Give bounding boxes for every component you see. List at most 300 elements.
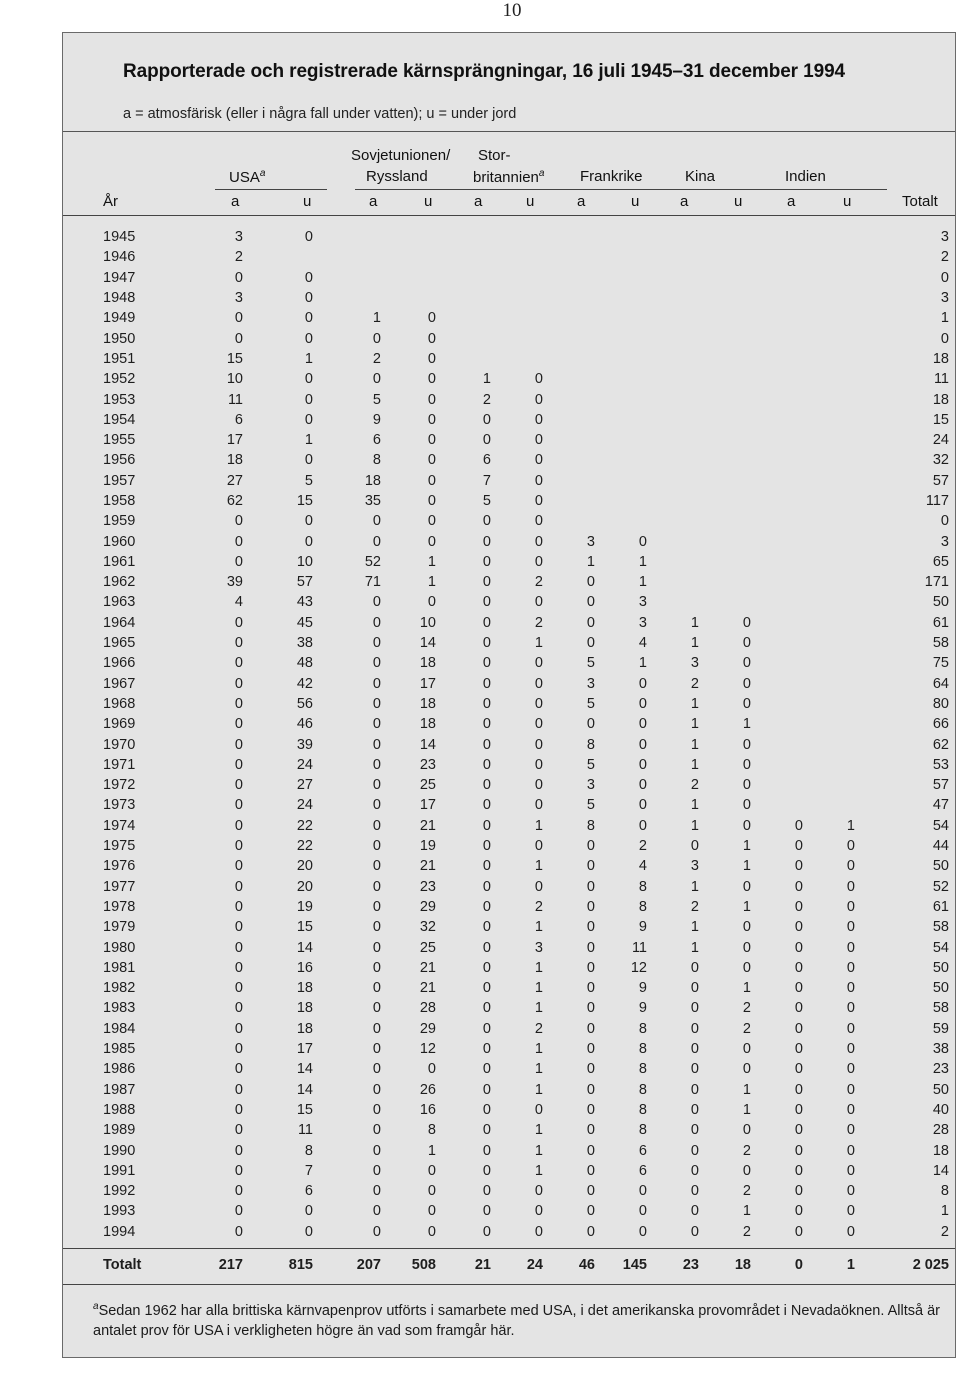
value-cell: 0 bbox=[427, 432, 436, 449]
value-cell: 0 bbox=[482, 716, 491, 733]
value-cell: 0 bbox=[586, 716, 595, 733]
value-cell bbox=[647, 349, 699, 369]
value-cell: 0 bbox=[586, 594, 595, 611]
value-cell bbox=[699, 450, 751, 470]
total-cell: 18 bbox=[932, 1142, 949, 1159]
value-cell: 0 bbox=[586, 1183, 595, 1200]
value-cell: 0 bbox=[482, 695, 491, 712]
value-cell: 0 bbox=[586, 1122, 595, 1139]
total-cell: 50 bbox=[932, 858, 949, 875]
value-cell: 0 bbox=[742, 939, 751, 956]
value-cell bbox=[803, 491, 855, 511]
value-cell: 0 bbox=[234, 898, 243, 915]
value-cell bbox=[803, 633, 855, 653]
value-cell: 0 bbox=[427, 1203, 436, 1220]
value-cell: 0 bbox=[794, 939, 803, 956]
value-cell bbox=[543, 349, 595, 369]
value-cell: 2 bbox=[372, 350, 381, 367]
value-cell: 0 bbox=[534, 391, 543, 408]
value-cell: 24 bbox=[296, 756, 313, 773]
table-row bbox=[63, 410, 951, 430]
value-cell: 8 bbox=[638, 1061, 647, 1078]
value-cell bbox=[751, 389, 803, 409]
year-cell: 1956 bbox=[103, 452, 136, 469]
value-cell: 0 bbox=[372, 1122, 381, 1139]
value-cell: 1 bbox=[304, 350, 313, 367]
value-cell bbox=[543, 308, 595, 328]
total-cell: 50 bbox=[932, 1081, 949, 1098]
table-row bbox=[63, 937, 951, 957]
value-cell: 2 bbox=[534, 898, 543, 915]
value-cell: 1 bbox=[534, 1122, 543, 1139]
table-row bbox=[63, 288, 951, 308]
value-cell: 0 bbox=[427, 493, 436, 509]
header-sovjet-line2: Ryssland bbox=[366, 168, 428, 185]
year-cell: 1986 bbox=[103, 1061, 136, 1078]
value-cell: 0 bbox=[482, 675, 491, 692]
value-cell: 0 bbox=[372, 1020, 381, 1037]
year-cell: 1972 bbox=[103, 777, 136, 794]
value-cell: 0 bbox=[794, 919, 803, 936]
header-u: u bbox=[843, 193, 852, 210]
value-cell bbox=[751, 592, 803, 612]
value-cell: 0 bbox=[482, 1000, 491, 1017]
value-cell bbox=[595, 389, 647, 409]
header-a: a bbox=[231, 193, 240, 210]
year-cell: 1963 bbox=[103, 594, 136, 611]
total-cell: 50 bbox=[932, 980, 949, 997]
table-row bbox=[63, 227, 951, 247]
value-cell: 0 bbox=[372, 959, 381, 976]
value-cell: 10 bbox=[419, 614, 436, 631]
year-cell: 1989 bbox=[103, 1122, 136, 1139]
value-cell: 0 bbox=[482, 1061, 491, 1078]
value-cell: 0 bbox=[234, 858, 243, 875]
value-cell: 0 bbox=[372, 1162, 381, 1179]
table-row bbox=[63, 795, 951, 815]
value-cell: 0 bbox=[372, 330, 381, 347]
value-cell: 0 bbox=[534, 1203, 543, 1220]
value-cell: 0 bbox=[372, 878, 381, 895]
value-cell: 0 bbox=[304, 269, 313, 286]
value-cell: 0 bbox=[372, 838, 381, 855]
value-cell: 2 bbox=[742, 1000, 751, 1017]
value-cell bbox=[803, 613, 855, 633]
value-cell: 15 bbox=[296, 1101, 313, 1118]
value-cell bbox=[436, 328, 491, 348]
value-cell: 0 bbox=[586, 574, 595, 591]
value-cell: 2 bbox=[534, 574, 543, 591]
value-cell bbox=[647, 227, 699, 247]
value-cell: 0 bbox=[586, 980, 595, 997]
table-row bbox=[63, 836, 951, 856]
value-cell: 0 bbox=[794, 1020, 803, 1037]
year-cell: 1984 bbox=[103, 1020, 136, 1037]
table-row bbox=[63, 1222, 951, 1242]
value-cell: 1 bbox=[846, 817, 855, 834]
table-row bbox=[63, 1079, 951, 1099]
value-cell: 0 bbox=[482, 533, 491, 550]
value-cell: 3 bbox=[534, 939, 543, 956]
value-cell: 0 bbox=[304, 290, 313, 307]
header-stor-line2: britannien$^a$ bbox=[473, 168, 545, 186]
value-cell: 24 bbox=[296, 797, 313, 814]
value-cell bbox=[803, 592, 855, 612]
value-cell: 0 bbox=[482, 858, 491, 875]
value-cell: 0 bbox=[372, 1000, 381, 1017]
value-cell: 1 bbox=[534, 635, 543, 652]
value-cell: 0 bbox=[234, 1061, 243, 1078]
table-row bbox=[63, 369, 951, 389]
year-cell: 1966 bbox=[103, 655, 136, 672]
value-cell: 18 bbox=[419, 655, 436, 672]
value-cell: 5 bbox=[586, 695, 595, 712]
value-cell bbox=[436, 349, 491, 369]
value-cell bbox=[803, 430, 855, 450]
year-cell: 1961 bbox=[103, 553, 136, 570]
value-cell bbox=[803, 775, 855, 795]
value-cell bbox=[751, 369, 803, 389]
value-cell: 62 bbox=[226, 493, 243, 509]
total-cell: 66 bbox=[932, 716, 949, 733]
value-cell: 0 bbox=[482, 878, 491, 895]
value-cell bbox=[803, 227, 855, 247]
value-cell: 6 bbox=[638, 1142, 647, 1159]
table-row bbox=[63, 1181, 951, 1201]
total-cell: 61 bbox=[932, 898, 949, 915]
table-row bbox=[63, 958, 951, 978]
value-cell: 2 bbox=[534, 1020, 543, 1037]
value-cell: 0 bbox=[638, 797, 647, 814]
value-cell: 0 bbox=[690, 1081, 699, 1098]
table-row bbox=[63, 511, 951, 531]
header-frankrike: Frankrike bbox=[580, 168, 643, 185]
value-cell: 0 bbox=[534, 655, 543, 672]
value-cell: 8 bbox=[638, 1101, 647, 1118]
value-cell: 0 bbox=[234, 1020, 243, 1037]
value-cell: 6 bbox=[304, 1183, 313, 1200]
value-cell: 19 bbox=[296, 898, 313, 915]
value-cell: 21 bbox=[419, 858, 436, 875]
value-cell: 0 bbox=[586, 1041, 595, 1058]
value-cell bbox=[313, 227, 381, 247]
value-cell: 0 bbox=[846, 878, 855, 895]
value-cell: 0 bbox=[304, 391, 313, 408]
value-cell: 25 bbox=[419, 777, 436, 794]
header-a: a bbox=[680, 193, 689, 210]
value-cell: 0 bbox=[427, 371, 436, 388]
value-cell: 0 bbox=[534, 493, 543, 509]
table-row bbox=[63, 755, 951, 775]
value-cell: 1 bbox=[742, 838, 751, 855]
value-cell bbox=[647, 552, 699, 572]
value-cell: 0 bbox=[742, 695, 751, 712]
value-cell: 1 bbox=[690, 817, 699, 834]
value-cell: 0 bbox=[638, 777, 647, 794]
totals-value-cell: 207 bbox=[356, 1257, 381, 1273]
value-cell: 2 bbox=[742, 1223, 751, 1240]
value-cell: 8 bbox=[304, 1142, 313, 1159]
value-cell bbox=[543, 471, 595, 491]
value-cell: 0 bbox=[638, 1203, 647, 1220]
value-cell bbox=[595, 491, 647, 511]
totals-row bbox=[63, 1255, 951, 1275]
value-cell: 0 bbox=[372, 797, 381, 814]
value-cell: 0 bbox=[427, 1223, 436, 1240]
table-row bbox=[63, 714, 951, 734]
value-cell: 0 bbox=[690, 1020, 699, 1037]
value-cell: 2 bbox=[690, 898, 699, 915]
value-cell: 8 bbox=[586, 736, 595, 753]
table-row bbox=[63, 592, 951, 612]
year-cell: 1971 bbox=[103, 756, 136, 773]
value-cell: 0 bbox=[534, 452, 543, 469]
group-underline bbox=[355, 189, 467, 190]
value-cell: 0 bbox=[234, 716, 243, 733]
value-cell: 71 bbox=[364, 574, 381, 591]
value-cell: 0 bbox=[586, 1223, 595, 1240]
value-cell: 10 bbox=[226, 371, 243, 388]
value-cell: 0 bbox=[304, 533, 313, 550]
value-cell bbox=[595, 288, 647, 308]
value-cell: 8 bbox=[638, 1041, 647, 1058]
value-cell: 1 bbox=[690, 716, 699, 733]
value-cell: 0 bbox=[794, 1162, 803, 1179]
grand-total-cell: 2 025 bbox=[912, 1257, 949, 1273]
header-kina: Kina bbox=[685, 168, 716, 185]
year-cell: 1954 bbox=[103, 411, 136, 428]
value-cell: 0 bbox=[586, 878, 595, 895]
value-cell: 0 bbox=[482, 817, 491, 834]
value-cell: 0 bbox=[742, 1122, 751, 1139]
value-cell: 0 bbox=[794, 838, 803, 855]
value-cell bbox=[595, 410, 647, 430]
value-cell: 0 bbox=[690, 1203, 699, 1220]
year-cell: 1980 bbox=[103, 939, 136, 956]
value-cell bbox=[699, 511, 751, 531]
value-cell: 0 bbox=[846, 1000, 855, 1017]
value-cell: 16 bbox=[296, 959, 313, 976]
value-cell: 42 bbox=[296, 675, 313, 692]
value-cell: 0 bbox=[794, 1122, 803, 1139]
value-cell: 5 bbox=[586, 797, 595, 814]
value-cell: 0 bbox=[234, 736, 243, 753]
value-cell: 0 bbox=[742, 1061, 751, 1078]
value-cell: 0 bbox=[372, 1061, 381, 1078]
value-cell: 16 bbox=[419, 1101, 436, 1118]
value-cell: 1 bbox=[534, 959, 543, 976]
value-cell: 18 bbox=[419, 695, 436, 712]
value-cell: 0 bbox=[482, 411, 491, 428]
value-cell: 0 bbox=[846, 1142, 855, 1159]
value-cell: 0 bbox=[427, 350, 436, 367]
year-cell: 1967 bbox=[103, 675, 136, 692]
value-cell bbox=[751, 755, 803, 775]
value-cell: 3 bbox=[690, 858, 699, 875]
value-cell: 5 bbox=[586, 655, 595, 672]
value-cell: 2 bbox=[638, 838, 647, 855]
value-cell: 0 bbox=[372, 675, 381, 692]
value-cell: 0 bbox=[372, 1183, 381, 1200]
value-cell bbox=[313, 268, 381, 288]
value-cell: 0 bbox=[427, 594, 436, 611]
value-cell bbox=[436, 308, 491, 328]
total-cell: 8 bbox=[940, 1183, 949, 1200]
value-cell bbox=[595, 268, 647, 288]
value-cell: 0 bbox=[372, 898, 381, 915]
value-cell: 0 bbox=[794, 1101, 803, 1118]
header-u: u bbox=[303, 193, 312, 210]
value-cell: 0 bbox=[794, 959, 803, 976]
value-cell: 1 bbox=[742, 898, 751, 915]
table-row bbox=[63, 389, 951, 409]
total-cell: 62 bbox=[932, 736, 949, 753]
header-u: u bbox=[526, 193, 535, 210]
value-cell: 0 bbox=[794, 1142, 803, 1159]
value-cell: 1 bbox=[534, 858, 543, 875]
value-cell: 0 bbox=[742, 797, 751, 814]
value-cell bbox=[647, 268, 699, 288]
divider bbox=[63, 1248, 955, 1249]
value-cell: 1 bbox=[534, 817, 543, 834]
table-row bbox=[63, 674, 951, 694]
value-cell bbox=[751, 349, 803, 369]
value-cell: 1 bbox=[690, 878, 699, 895]
value-cell: 1 bbox=[690, 919, 699, 936]
value-cell: 0 bbox=[638, 716, 647, 733]
value-cell: 17 bbox=[419, 675, 436, 692]
value-cell: 18 bbox=[296, 1020, 313, 1037]
value-cell: 0 bbox=[534, 371, 543, 388]
value-cell: 0 bbox=[794, 980, 803, 997]
value-cell: 1 bbox=[534, 1142, 543, 1159]
value-cell: 11 bbox=[297, 1122, 313, 1139]
table-row bbox=[63, 694, 951, 714]
value-cell: 0 bbox=[534, 513, 543, 530]
value-cell: 0 bbox=[794, 1061, 803, 1078]
value-cell bbox=[543, 389, 595, 409]
value-cell bbox=[803, 734, 855, 754]
value-cell: 1 bbox=[742, 1101, 751, 1118]
value-cell: 0 bbox=[534, 756, 543, 773]
value-cell bbox=[751, 775, 803, 795]
value-cell: 0 bbox=[794, 858, 803, 875]
value-cell: 0 bbox=[482, 1162, 491, 1179]
value-cell: 0 bbox=[234, 310, 243, 327]
value-cell: 0 bbox=[482, 1142, 491, 1159]
value-cell: 1 bbox=[742, 716, 751, 733]
value-cell: 0 bbox=[586, 1020, 595, 1037]
year-cell: 1957 bbox=[103, 472, 136, 489]
value-cell bbox=[751, 714, 803, 734]
value-cell bbox=[751, 734, 803, 754]
value-cell bbox=[647, 592, 699, 612]
value-cell: 0 bbox=[482, 959, 491, 976]
value-cell: 0 bbox=[534, 695, 543, 712]
value-cell: 38 bbox=[296, 635, 313, 652]
table-row bbox=[63, 1100, 951, 1120]
table-row bbox=[63, 877, 951, 897]
value-cell bbox=[543, 430, 595, 450]
value-cell bbox=[595, 511, 647, 531]
value-cell bbox=[647, 572, 699, 592]
header-a: a bbox=[369, 193, 378, 210]
value-cell: 0 bbox=[690, 1101, 699, 1118]
table-row bbox=[63, 897, 951, 917]
value-cell: 1 bbox=[427, 553, 436, 570]
value-cell bbox=[751, 613, 803, 633]
value-cell: 0 bbox=[586, 1203, 595, 1220]
value-cell bbox=[595, 450, 647, 470]
value-cell: 4 bbox=[638, 635, 647, 652]
value-cell: 0 bbox=[690, 1122, 699, 1139]
value-cell: 14 bbox=[296, 1081, 313, 1098]
value-cell bbox=[381, 268, 436, 288]
value-cell: 0 bbox=[482, 756, 491, 773]
value-cell: 3 bbox=[638, 594, 647, 611]
value-cell: 4 bbox=[638, 858, 647, 875]
value-cell: 3 bbox=[690, 655, 699, 672]
totals-value-cell: 217 bbox=[218, 1257, 243, 1273]
header-indien: Indien bbox=[785, 168, 826, 185]
value-cell: 8 bbox=[638, 1122, 647, 1139]
value-cell bbox=[803, 369, 855, 389]
value-cell: 0 bbox=[482, 1203, 491, 1220]
table-row bbox=[63, 349, 951, 369]
header-u: u bbox=[631, 193, 640, 210]
table-row bbox=[63, 1120, 951, 1140]
value-cell: 0 bbox=[534, 777, 543, 794]
value-cell: 0 bbox=[534, 838, 543, 855]
value-cell: 0 bbox=[742, 919, 751, 936]
header-year: År bbox=[103, 193, 118, 210]
value-cell: 21 bbox=[419, 817, 436, 834]
value-cell: 3 bbox=[638, 614, 647, 631]
value-cell: 29 bbox=[419, 1020, 436, 1037]
value-cell bbox=[751, 552, 803, 572]
value-cell: 26 bbox=[419, 1081, 436, 1098]
value-cell: 0 bbox=[372, 939, 381, 956]
divider bbox=[63, 131, 955, 132]
total-cell: 54 bbox=[932, 939, 949, 956]
value-cell bbox=[803, 653, 855, 673]
total-cell: 38 bbox=[932, 1041, 949, 1058]
value-cell: 3 bbox=[586, 675, 595, 692]
value-cell bbox=[751, 410, 803, 430]
value-cell: 0 bbox=[372, 635, 381, 652]
year-cell: 1949 bbox=[103, 310, 136, 327]
value-cell bbox=[803, 572, 855, 592]
table-row bbox=[63, 430, 951, 450]
value-cell: 0 bbox=[234, 675, 243, 692]
value-cell bbox=[803, 531, 855, 551]
value-cell: 0 bbox=[482, 1081, 491, 1098]
value-cell: 0 bbox=[690, 1162, 699, 1179]
value-cell: 0 bbox=[742, 756, 751, 773]
value-cell: 0 bbox=[304, 310, 313, 327]
table-row bbox=[63, 268, 951, 288]
value-cell bbox=[803, 552, 855, 572]
value-cell: 8 bbox=[638, 1020, 647, 1037]
total-cell: 24 bbox=[932, 432, 949, 449]
table-row bbox=[63, 856, 951, 876]
value-cell: 0 bbox=[742, 614, 751, 631]
value-cell bbox=[699, 491, 751, 511]
value-cell bbox=[647, 247, 699, 267]
total-cell: 171 bbox=[924, 574, 949, 591]
value-cell bbox=[803, 328, 855, 348]
value-cell: 0 bbox=[586, 919, 595, 936]
